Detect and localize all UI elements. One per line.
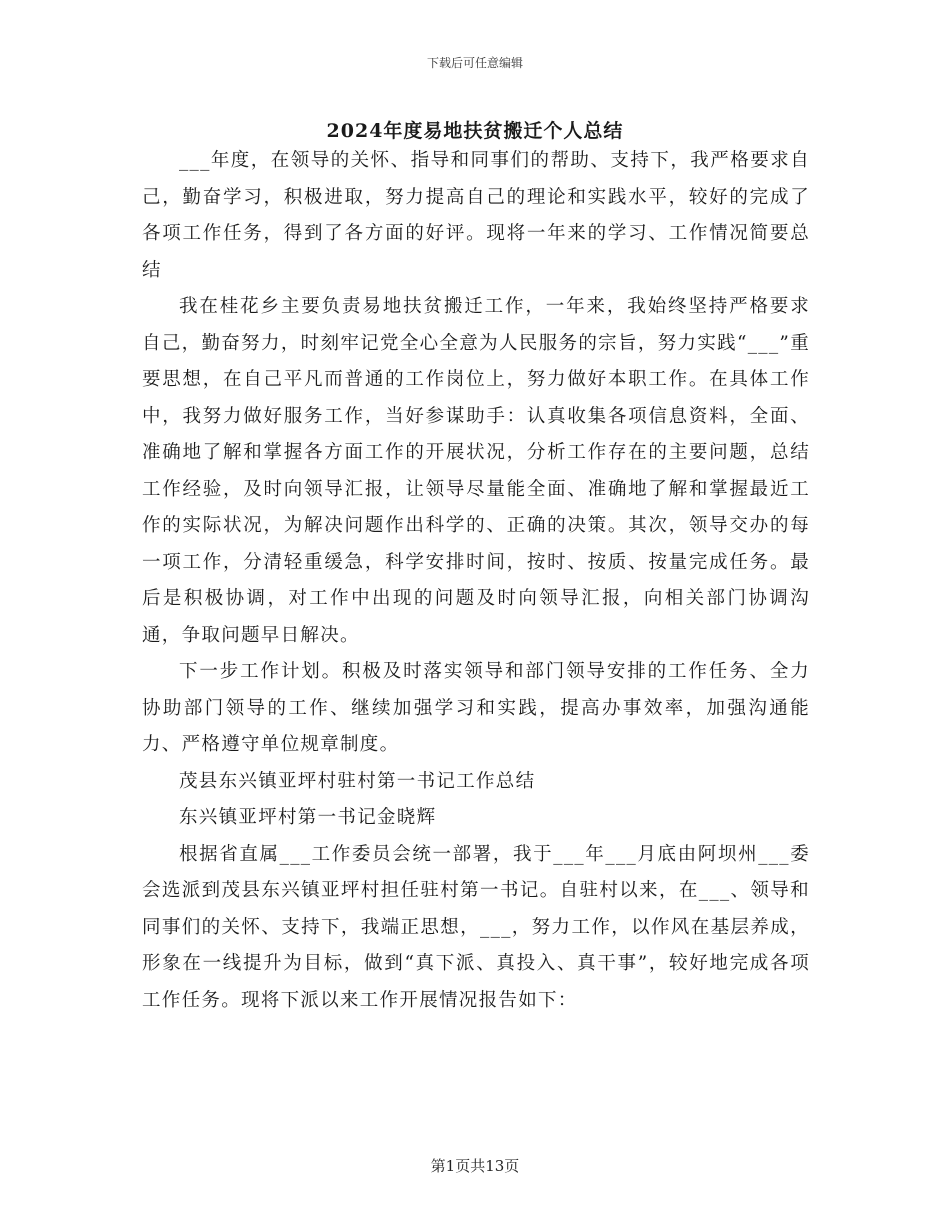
header-note: 下载后可任意编辑 [426, 56, 523, 70]
paragraph-assignment: 根据省直属___工作委员会统一部署，我于___年___月底由阿坝州___委会选派到茂县东兴镇亚坪村担任驻村第一书记。自驻村以来，在___、领导和同事们的关怀、支持下，我端正思想，___，努力工作，以作风在基层养成，形象在一线提升为目标，做到“真下派、真投入、真干事”，较好地完成各项工作任务。现将下派以来工作开展情况报告如下： [142, 843, 810, 1011]
paragraph-intro: ___年度，在领导的关怀、指导和同事们的帮助、支持下，我严格要求自己，勤奋学习，积极进取，努力提高自己的理论和实践水平，较好的完成了各项工作任务，得到了各方面的好评。现将一年来的学习、工作情况简要总结 [142, 150, 810, 281]
section-heading: 茂县东兴镇亚坪村驻村第一书记工作总结 [179, 770, 536, 792]
paragraph-work-summary: 我在桂花乡主要负责易地扶贫搬迁工作，一年来，我始终坚持严格要求自己，勤奋努力，时刻牢记党全心全意为人民服务的宗旨，努力实践“___”重要思想，在自己平凡而普通的工作岗位上，努力做好本职工作。在具体工作中，我努力做好服务工作，当好参谋助手：认真收集各项信息资料，全面、准确地了解和掌握各方面工作的开展状况，分析工作存在的主要问题，总结工作经验，及时向领导汇报，让领导尽量能全面、准确地了解和掌握最近工作的实际状况，为解决问题作出科学的、正确的决策。其次，领导交办的每一项工作，分清轻重缓急，科学安排时间，按时、按质、按量完成任务。最后是积极协调，对工作中出现的问题及时向领导汇报，向相关部门协调沟通，争取问题早日解决。 [142, 296, 810, 646]
document-title: 2024年度易地扶贫搬迁个人总结 [326, 120, 624, 142]
page-footer: 第1页共13页 [430, 1157, 520, 1175]
document-body [142, 143, 810, 1019]
author-line: 东兴镇亚坪村第一书记金晓辉 [179, 807, 437, 828]
paragraph-next-plan: 下一步工作计划。积极及时落实领导和部门领导安排的工作任务、全力协助部门领导的工作、继续加强学习和实践，提高办事效率，加强沟通能力、严格遵守单位规章制度。 [142, 661, 810, 755]
